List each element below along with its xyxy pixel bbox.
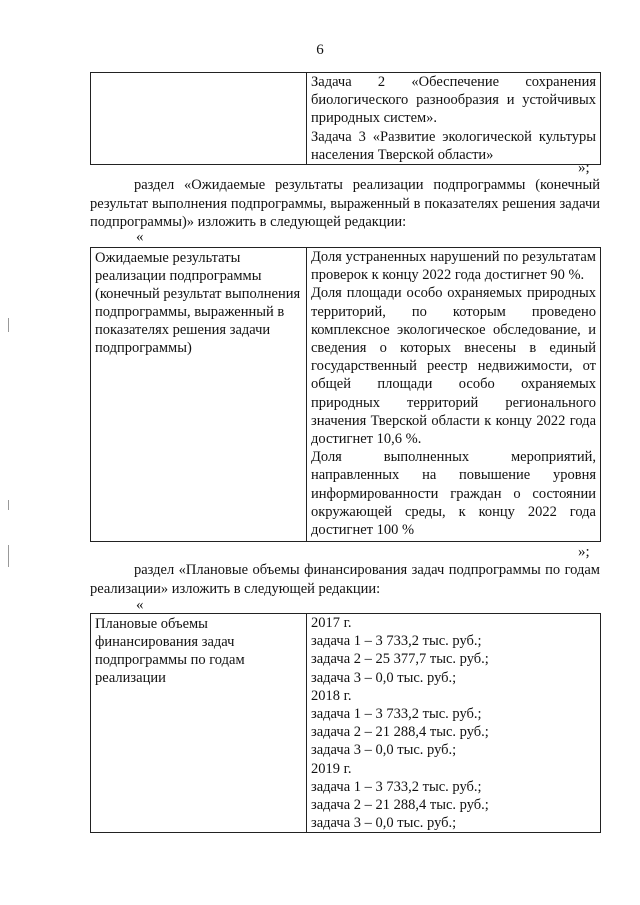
financing-label-cell bbox=[91, 614, 307, 833]
financing-line: задача 2 – 21 288,4 тыс. руб.; bbox=[311, 724, 489, 741]
closing-quote-1: »; bbox=[578, 160, 590, 176]
scan-artifact bbox=[8, 500, 9, 510]
expected-results-label: Ожидаемые результаты реализации подпрограммы (конечный результат выполнения подпрограммы, выраженный в показателях решения задачи подпрограммы) bbox=[95, 250, 301, 356]
financing-line: задача 2 – 25 377,7 тыс. руб.; bbox=[311, 651, 489, 668]
result-indicator-1: Доля устраненных нарушений по результатам проверок к концу 2022 года достигнет 90 %. bbox=[311, 249, 596, 284]
result-indicator-3: Доля выполненных мероприятий, направленных на повышение уровня информированности граждан о состоянии окружающей среды, к концу 2022 года достигнет 100 % bbox=[311, 449, 596, 539]
financing-line: задача 2 – 21 288,4 тыс. руб.; bbox=[311, 797, 489, 814]
financing-line: задача 3 – 0,0 тыс. руб.; bbox=[311, 742, 457, 759]
financing-line: задача 3 – 0,0 тыс. руб.; bbox=[311, 669, 457, 686]
financing-line: задача 3 – 0,0 тыс. руб.; bbox=[311, 815, 457, 832]
expected-results-value-cell bbox=[307, 248, 601, 542]
closing-quote-2: »; bbox=[578, 544, 590, 560]
financing-year-2018: 2018 г. bbox=[311, 687, 352, 704]
table-financing bbox=[90, 613, 601, 833]
instruction-paragraph-1 bbox=[90, 176, 600, 232]
financing-label: Плановые объемы финансирования задач подпрограммы по годам реализации bbox=[95, 616, 245, 686]
financing-value-cell bbox=[307, 614, 601, 833]
instruction-paragraph-2 bbox=[90, 561, 600, 598]
task-3-text: Задача 3 «Развитие экологической культуры населения Тверской области» bbox=[311, 128, 596, 163]
financing-line: задача 1 – 3 733,2 тыс. руб.; bbox=[311, 778, 482, 795]
financing-line: задача 1 – 3 733,2 тыс. руб.; bbox=[311, 706, 482, 723]
instruction-text-1: раздел «Ожидаемые результаты реализации подпрограммы (конечный результат выполнения подпрограммы, выраженный в показателях решения задачи подпрограммы)» изложить в следующей редакции: bbox=[90, 177, 600, 230]
result-indicator-2: Доля площади особо охраняемых природных территорий, по которым проведено комплексное экологическое обследование, и сведения о которых внесены в единый государственный реестр недвижимости, от общей площади особо охраняемых природных территорий регионального значения Тверской области к концу 2022 года достигнет 10,6 %. bbox=[311, 285, 596, 448]
table-expected-results bbox=[90, 247, 601, 542]
task-2-text: Задача 2 «Обеспечение сохранения биологического разнообразия и устойчивых природных систем». bbox=[311, 74, 596, 127]
financing-line: задача 1 – 3 733,2 тыс. руб.; bbox=[311, 633, 482, 650]
opening-quote-3: « bbox=[136, 597, 144, 613]
opening-quote-2: « bbox=[136, 229, 144, 245]
financing-year-2017: 2017 г. bbox=[311, 615, 352, 631]
table-tasks bbox=[90, 72, 601, 165]
table-tasks-left-cell bbox=[91, 73, 307, 165]
financing-year-2019: 2019 г. bbox=[311, 760, 352, 777]
scan-artifact bbox=[8, 545, 9, 567]
table-tasks-right-cell bbox=[307, 73, 601, 165]
expected-results-label-cell bbox=[91, 248, 307, 542]
page-number: 6 bbox=[316, 42, 324, 58]
instruction-text-2: раздел «Плановые объемы финансирования задач подпрограммы по годам реализации» изложить в следующей редакции: bbox=[90, 562, 600, 597]
scan-artifact bbox=[8, 318, 9, 332]
